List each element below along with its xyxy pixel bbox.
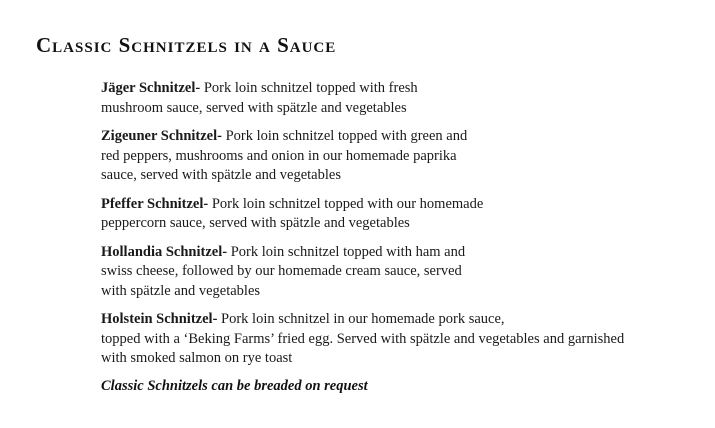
- item-description: mushroom sauce, served with spätzle and vegetables: [101, 99, 407, 116]
- item-first-line: [101, 79, 701, 99]
- menu-item-zigeuner: [101, 127, 701, 186]
- menu-item-hollandia: [101, 243, 701, 302]
- item-description: topped with a ‘Beking Farms’ fried egg. Served with spätzle and vegetables and garnished: [101, 330, 625, 347]
- item-name: Jäger Schnitzel-: [101, 80, 201, 96]
- item-description: Pork loin schnitzel topped with our homemade: [208, 195, 484, 212]
- item-description: with spätzle and vegetables: [101, 282, 261, 299]
- item-name: Hollandia Schnitzel-: [101, 243, 228, 260]
- item-name: Holstein Schnitzel-: [101, 311, 218, 327]
- breaded-note: Classic Schnitzels can be breaded on request: [101, 378, 368, 394]
- item-description: with smoked salmon on rye toast: [101, 350, 293, 366]
- item-first-line: [101, 243, 701, 263]
- schnitzel-list: [101, 79, 701, 378]
- item-first-line: [101, 195, 701, 215]
- item-description: Pork loin schnitzel topped with fresh: [200, 80, 418, 96]
- section-title: Classic Schnitzels in a Sauce: [36, 33, 337, 57]
- item-description: Pork loin schnitzel topped with green and: [221, 128, 468, 144]
- item-description: peppercorn sauce, served with spätzle and vegetables: [101, 215, 410, 231]
- item-name: Pfeffer Schnitzel-: [101, 195, 209, 212]
- item-description: swiss cheese, followed by our homemade cream sauce, served: [101, 263, 462, 279]
- menu-item-jager: [101, 79, 701, 118]
- item-description: sauce, served with spätzle and vegetables: [101, 167, 341, 183]
- item-description: red peppers, mushrooms and onion in our homemade paprika: [101, 147, 457, 164]
- item-description: Pork loin schnitzel in our homemade pork sauce,: [217, 311, 505, 327]
- item-first-line: [101, 127, 701, 147]
- item-name: Zigeuner Schnitzel-: [101, 128, 222, 144]
- item-description: Pork loin schnitzel topped with ham and: [227, 243, 466, 260]
- item-first-line: [101, 310, 701, 330]
- menu-item-pfeffer: [101, 195, 701, 234]
- menu-item-holstein: [101, 310, 701, 369]
